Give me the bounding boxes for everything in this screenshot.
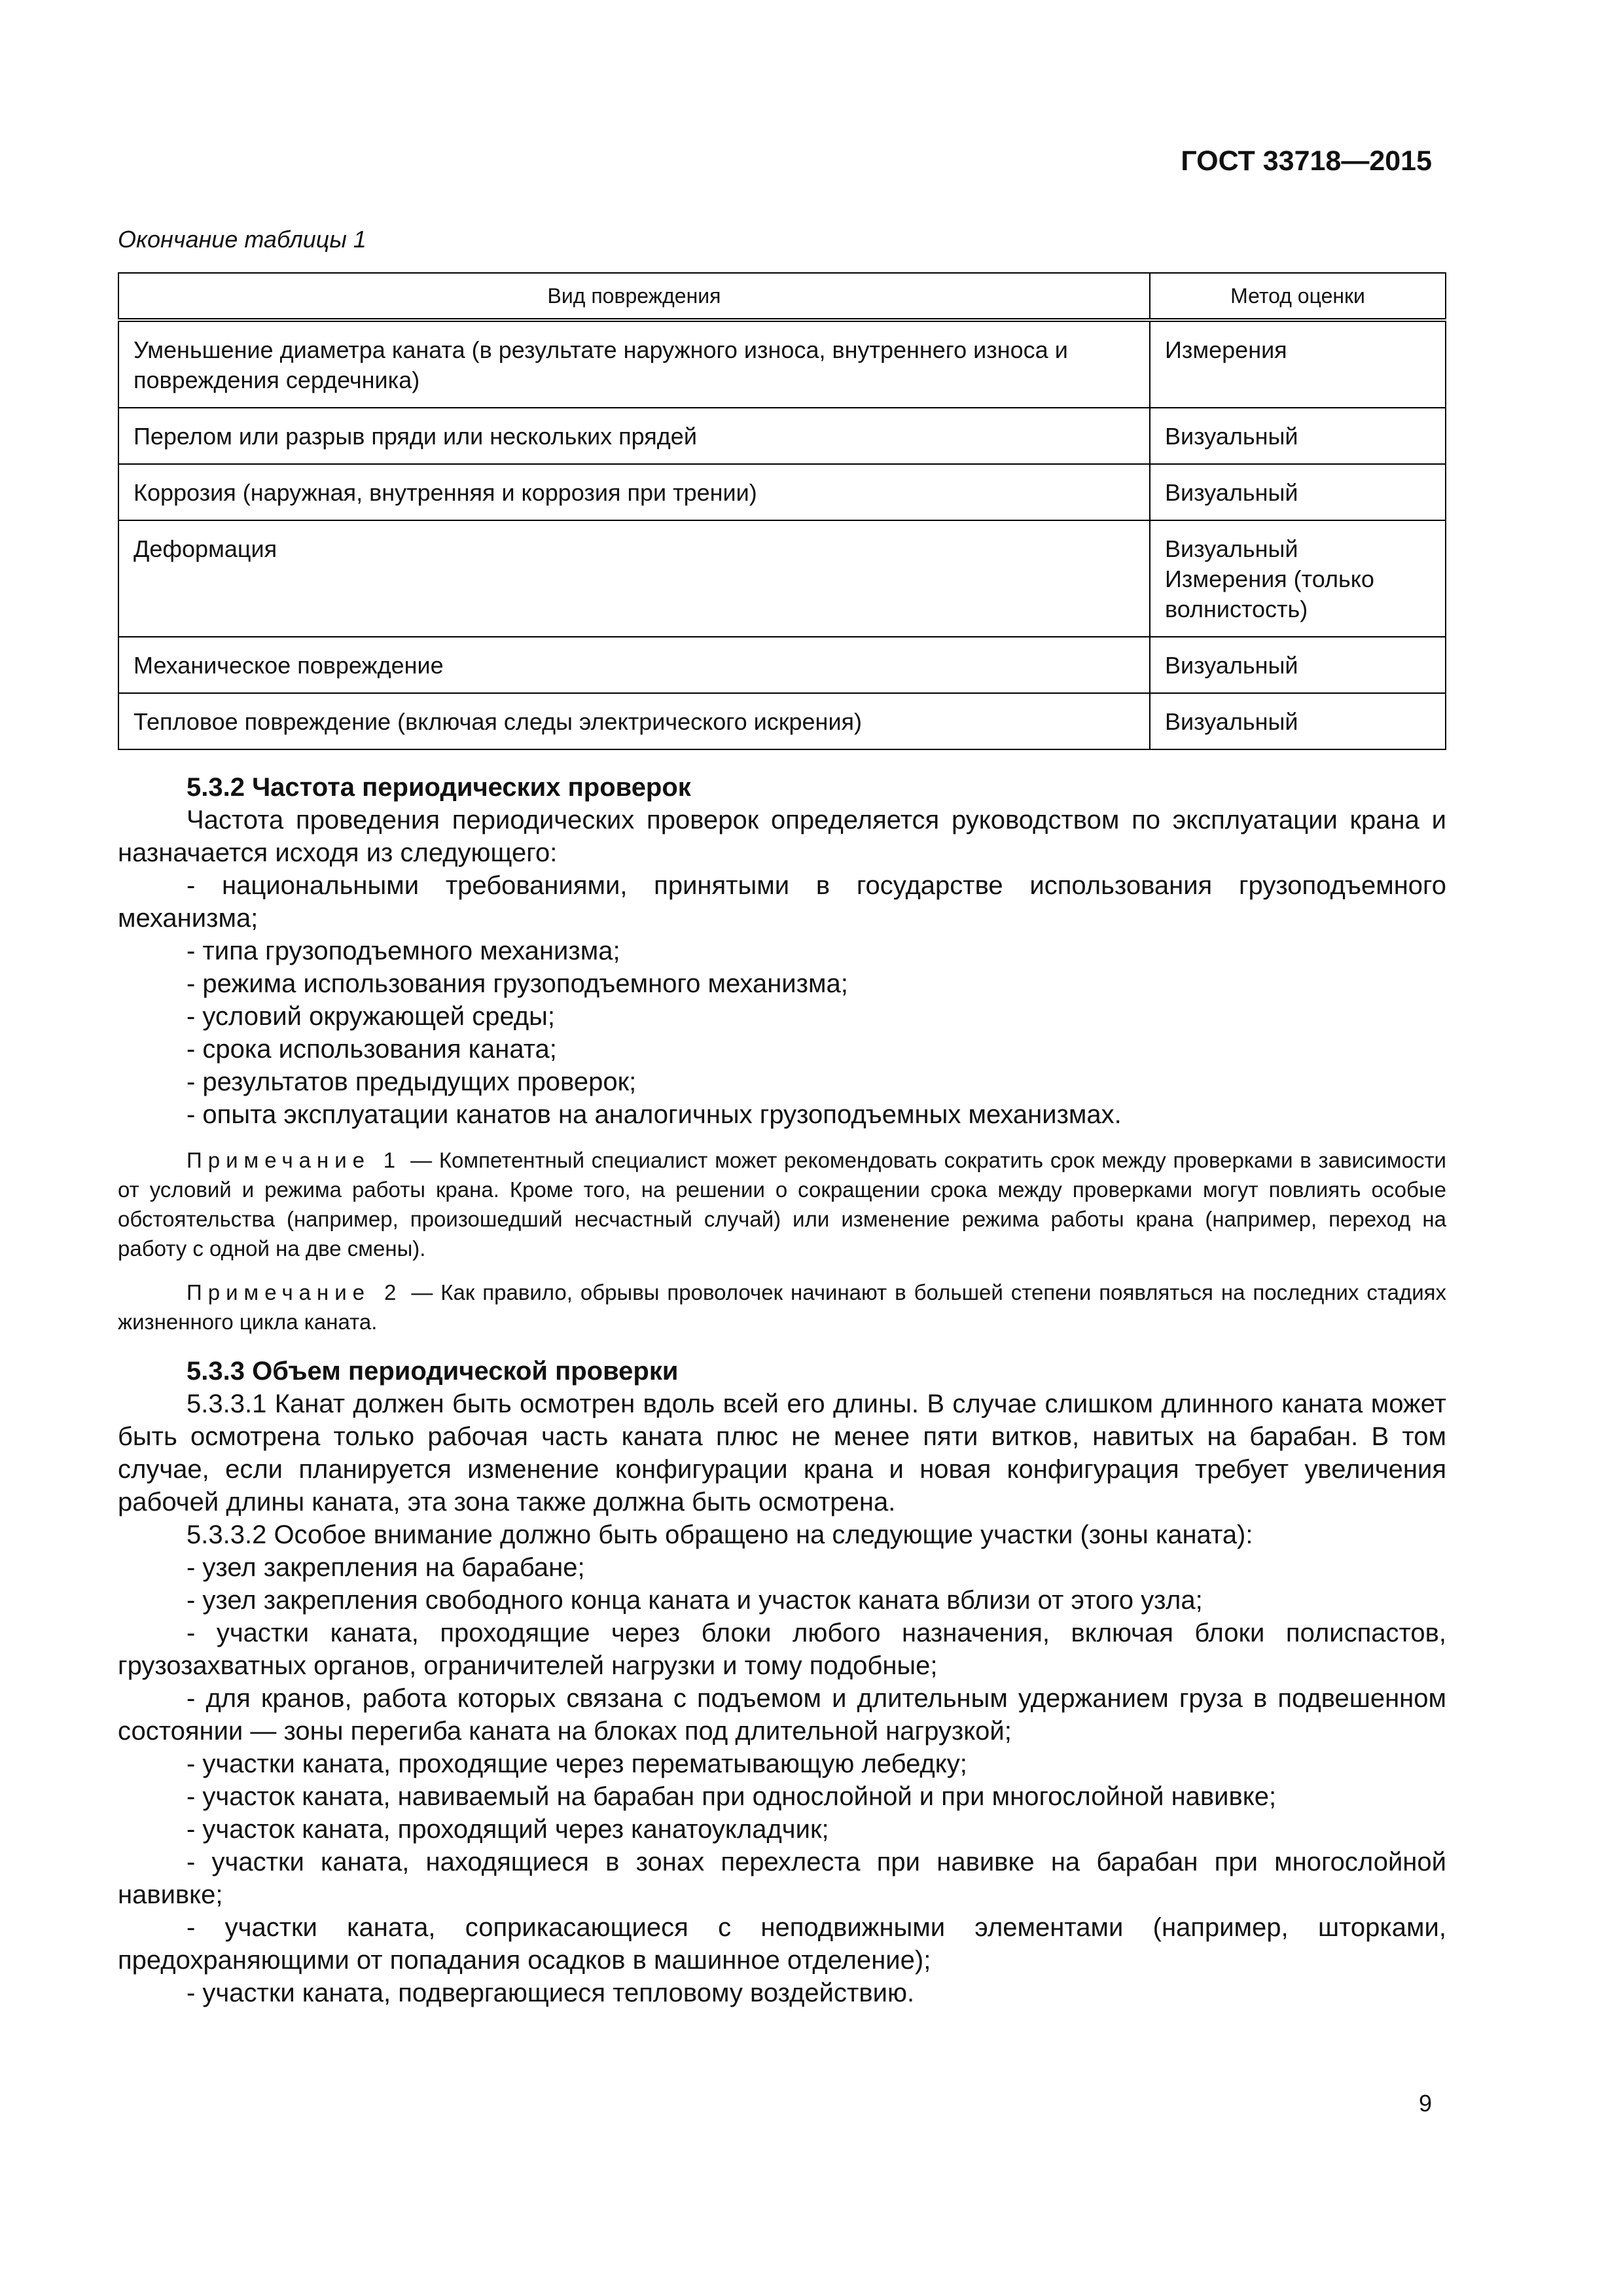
method-cell [1150, 693, 1446, 749]
method-cell [1150, 637, 1446, 693]
table-header-row [118, 273, 1446, 320]
damage-cell: Деформация [118, 520, 1150, 637]
damage-cell: Коррозия (наружная, внутренняя и коррозия при трении) [118, 464, 1150, 520]
table-caption: Окончание таблицы 1 [118, 226, 366, 253]
list-item: - узел закрепления на барабане; [187, 1553, 585, 1582]
list-item: - участок каната, навиваемый на барабан при однослойной и при многослойной навивке; [187, 1782, 1277, 1811]
damage-cell: Перелом или разрыв пряди или нескольких прядей [118, 408, 1150, 464]
list-item: - национальными требованиями, принятыми в государстве использования грузоподъемного механизма; [118, 871, 1446, 933]
method-cell [1150, 320, 1446, 408]
damage-table [118, 272, 1446, 750]
paragraph: 5.3.3.1 Канат должен быть осмотрен вдоль всей его длины. В случае слишком длинного каната может быть осмотрена только рабочая часть каната плюс не менее пяти витков, навитых на барабан. В том случае, если планируется изменение конфигурации крана и новая конфигурация требует увеличения рабочей длины каната, эта зона также должна быть осмотрена. [118, 1390, 1446, 1516]
list-item: - опыта эксплуатации канатов на аналогичных грузоподъемных механизмах. [187, 1100, 1122, 1129]
note-text: — Как правило, обрывы проволочек начинают в большей степени появляться на последних стадиях жизненного цикла каната. [118, 1280, 1447, 1334]
section-heading-5-3-3: 5.3.3 Объем периодической проверки [187, 1357, 679, 1386]
damage-cell: Тепловое повреждение (включая следы электрического искрения) [118, 693, 1150, 749]
damage-cell: Уменьшение диаметра каната (в результате наружного износа, внутреннего износа и повреждения сердечника) [118, 320, 1150, 408]
column-header-method: Метод оценки [1150, 273, 1446, 320]
list-item: - участки каната, соприкасающиеся с неподвижными элементами (например, шторками, предохраняющими от попадания осадков в машинное отделение); [118, 1913, 1446, 1975]
note-label: Примечание 2 [187, 1280, 402, 1304]
table-row [118, 693, 1446, 749]
list-item: - срока использования каната; [187, 1035, 557, 1064]
table-row [118, 408, 1446, 464]
method-text: Визуальный [1165, 652, 1298, 679]
table-row [118, 320, 1446, 408]
method-text: Визуальный [1165, 423, 1298, 450]
list-item: - участки каната, подвергающиеся тепловому воздействию. [187, 1979, 915, 2007]
table-row [118, 520, 1446, 637]
method-cell [1150, 464, 1446, 520]
list-item: - узел закрепления свободного конца каната и участок каната вблизи от этого узла; [187, 1586, 1203, 1615]
method-text: Визуальный [1165, 535, 1298, 562]
method-cell [1150, 520, 1446, 637]
table-row [118, 464, 1446, 520]
list-item: - участки каната, проходящие через перематывающую лебедку; [187, 1749, 967, 1778]
method-text: Визуальный [1165, 479, 1298, 506]
column-header-damage: Вид повреждения [118, 273, 1150, 320]
method-text: Измерения [1165, 336, 1287, 363]
section-heading-5-3-2: 5.3.2 Частота периодических проверок [187, 773, 691, 802]
list-item: - режима использования грузоподъемного механизма; [187, 969, 848, 998]
table-row [118, 637, 1446, 693]
list-item: - участки каната, проходящие через блоки любого назначения, включая блоки полиспастов, грузозахватных органов, ограничителей нагрузки и тому подобные; [118, 1619, 1446, 1680]
note-label: Примечание 1 [187, 1148, 402, 1172]
paragraph: Частота проведения периодических проверок определяется руководством по эксплуатации крана и назначается исходя из следующего: [118, 806, 1446, 867]
list-item: - для кранов, работа которых связана с подъемом и длительным удержанием груза в подвешенном состоянии — зоны перегиба каната на блоках под длительной нагрузкой; [118, 1684, 1446, 1746]
method-text: Визуальный [1165, 708, 1298, 735]
list-item: - результатов предыдущих проверок; [187, 1067, 637, 1096]
document-number: ГОСТ 33718—2015 [1181, 145, 1432, 177]
list-item: - типа грузоподъемного механизма; [187, 937, 620, 965]
note-2 [118, 1278, 1446, 1336]
list-item: - участок каната, проходящий через канатоукладчик; [187, 1815, 829, 1844]
method-text: Измерения (только волнистость) [1165, 565, 1374, 622]
damage-cell: Механическое повреждение [118, 637, 1150, 693]
body-text [118, 771, 1446, 2009]
note-text: — Компетентный специалист может рекомендовать сократить срок между проверками в зависимости от условий и режима работы крана. Кроме того, на решении о сокращении срока между проверками могут повлиять особые обстоятельства (например, произошедший несчастный случай) или изменение режима работы крана (например, переход на работу с одной на две смены). [118, 1148, 1446, 1261]
note-1 [118, 1145, 1446, 1263]
paragraph: 5.3.3.2 Особое внимание должно быть обращено на следующие участки (зоны каната): [187, 1520, 1253, 1549]
page-number: 9 [1418, 2090, 1432, 2117]
list-item: - участки каната, находящиеся в зонах перехлеста при навивке на барабан при многослойной навивке; [118, 1848, 1446, 1909]
method-cell [1150, 408, 1446, 464]
list-item: - условий окружающей среды; [187, 1002, 556, 1031]
